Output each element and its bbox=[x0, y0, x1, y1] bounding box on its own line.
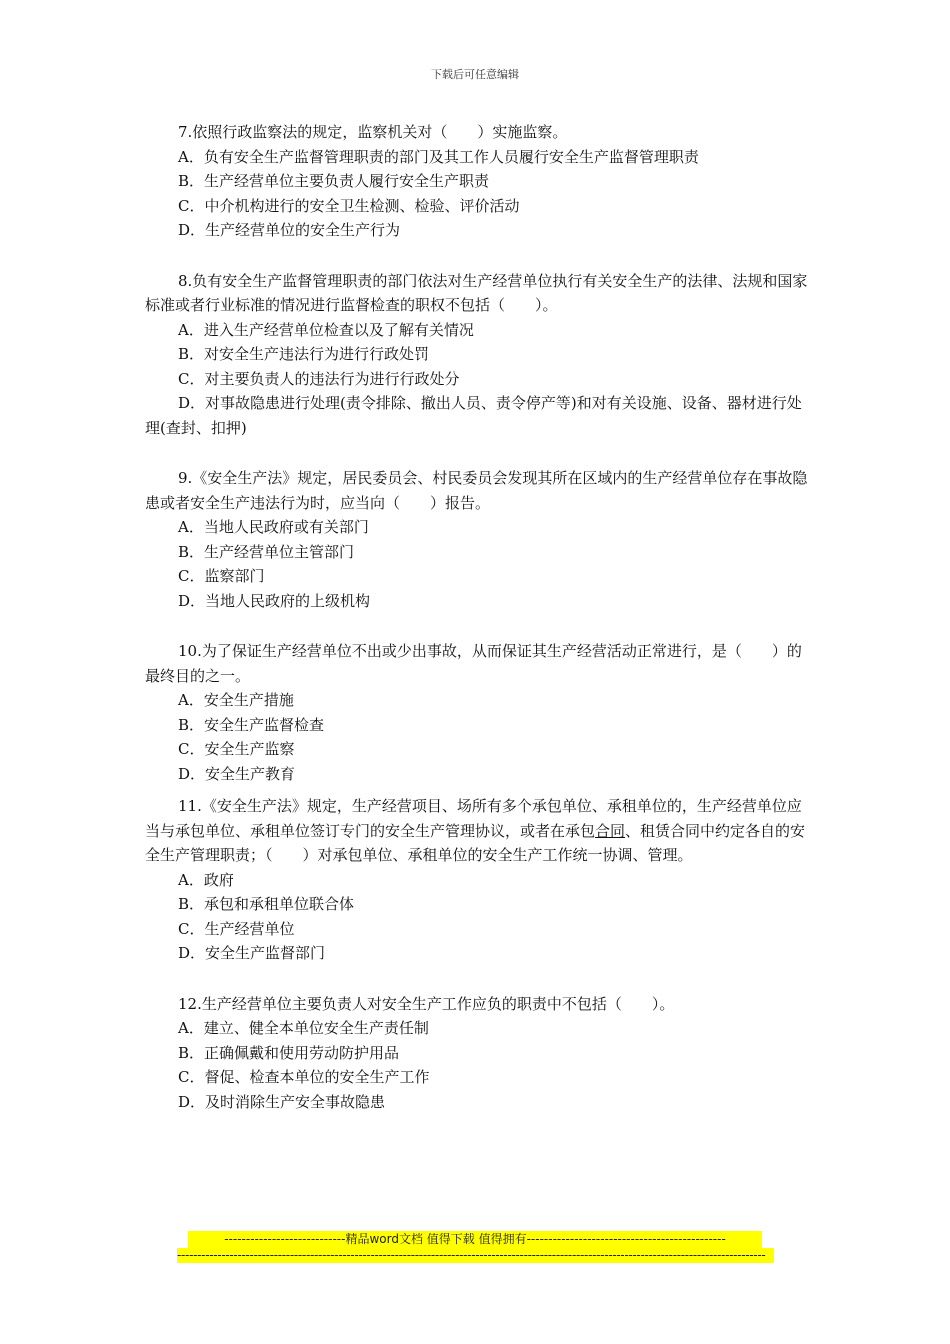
question-stem: 10.为了保证生产经营单位不出或少出事故，从而保证其生产经营活动正常进行，是（ ）的最终目的之一。 bbox=[145, 642, 802, 685]
page-header: 下载后可任意编辑 bbox=[431, 68, 519, 81]
question-stem: 9.《安全生产法》规定，居民委员会、村民委员会发现其所在区域内的生产经营单位存在事故隐患或者安全生产违法行为时，应当向（ ）报告。 bbox=[145, 469, 808, 512]
question-12 bbox=[145, 992, 810, 1115]
option-a: A．进入生产经营单位检查以及了解有关情况 bbox=[178, 320, 474, 339]
option-b: B．生产经营单位主要负责人履行安全生产职责 bbox=[178, 172, 490, 190]
option-b: B．正确佩戴和使用劳动防护用品 bbox=[178, 1043, 400, 1062]
option-d: D．安全生产教育 bbox=[178, 764, 296, 783]
option-b: B．安全生产监督检查 bbox=[178, 715, 325, 734]
option-c: C．监察部门 bbox=[178, 567, 265, 585]
option-b: B．生产经营单位主管部门 bbox=[178, 542, 355, 561]
question-stem: 8.负有安全生产监督管理职责的部门依法对生产经营单位执行有关安全生产的法律、法规和国家标准或者行业标准的情况进行监督检查的职权不包括（ ）。 bbox=[145, 271, 808, 314]
option-c: C．安全生产监察 bbox=[178, 740, 295, 758]
option-d: D．安全生产监督部门 bbox=[178, 944, 326, 962]
footer-banner: ----------------------------精品word文档 值得下载 值得拥有---------------------------------------------- bbox=[188, 1231, 762, 1248]
question-7 bbox=[145, 120, 810, 243]
option-d: D．当地人民政府的上级机构 bbox=[178, 591, 371, 610]
stem-text-before: 11.《安全生产法》规定，生产经营项目、场所有多个承包单位、承租单位的，生产经营单位应当与承包单位、承租单位签订专门的安全生产管理协议，或者在承包 bbox=[145, 797, 802, 840]
option-c: C．督促、检查本单位的安全生产工作 bbox=[178, 1068, 430, 1086]
question-10 bbox=[145, 639, 810, 786]
option-d: D．对事故隐患进行处理(责令排除、撤出人员、责令停产等)和对有关设施、设备、器材进行处理(查封、扣押) bbox=[145, 394, 802, 437]
option-c: C．生产经营单位 bbox=[178, 919, 295, 938]
question-stem: 12.生产经营单位主要负责人对安全生产工作应负的职责中不包括（ ）。 bbox=[178, 994, 675, 1013]
question-stem: 7.依照行政监察法的规定，监察机关对（ ）实施监察。 bbox=[178, 123, 568, 141]
option-a: A．建立、健全本单位安全生产责任制 bbox=[178, 1019, 429, 1037]
option-b: B．对安全生产违法行为进行行政处罚 bbox=[178, 345, 430, 363]
option-b: B．承包和承租单位联合体 bbox=[178, 895, 355, 913]
option-a: A．安全生产措施 bbox=[178, 691, 294, 709]
option-a: A．政府 bbox=[178, 870, 234, 889]
stem-text-after: 、租赁合同中约定各自的安全生产管理职责；（ ）对承包单位、承租单位的安全生产工作统一协调、管理。 bbox=[145, 821, 806, 864]
option-d: D．生产经营单位的安全生产行为 bbox=[178, 221, 401, 239]
question-8 bbox=[145, 269, 810, 441]
question-list bbox=[145, 120, 810, 1140]
question-9 bbox=[145, 466, 810, 613]
option-c: C．中介机构进行的安全卫生检测、检验、评价活动 bbox=[178, 196, 520, 215]
question-stem bbox=[145, 794, 810, 868]
option-a: A．负有安全生产监督管理职责的部门及其工作人员履行安全生产监督管理职责 bbox=[178, 147, 699, 166]
option-d: D．及时消除生产安全事故隐患 bbox=[178, 1092, 386, 1111]
option-a: A．当地人民政府或有关部门 bbox=[178, 518, 369, 536]
contract-link[interactable]: 合同 bbox=[595, 821, 626, 840]
question-11 bbox=[145, 794, 810, 966]
option-c: C．对主要负责人的违法行为进行行政处分 bbox=[178, 369, 460, 388]
footer-divider: -------------------------------------------------------------------------------------------------------------------------------------------------- bbox=[177, 1248, 774, 1263]
